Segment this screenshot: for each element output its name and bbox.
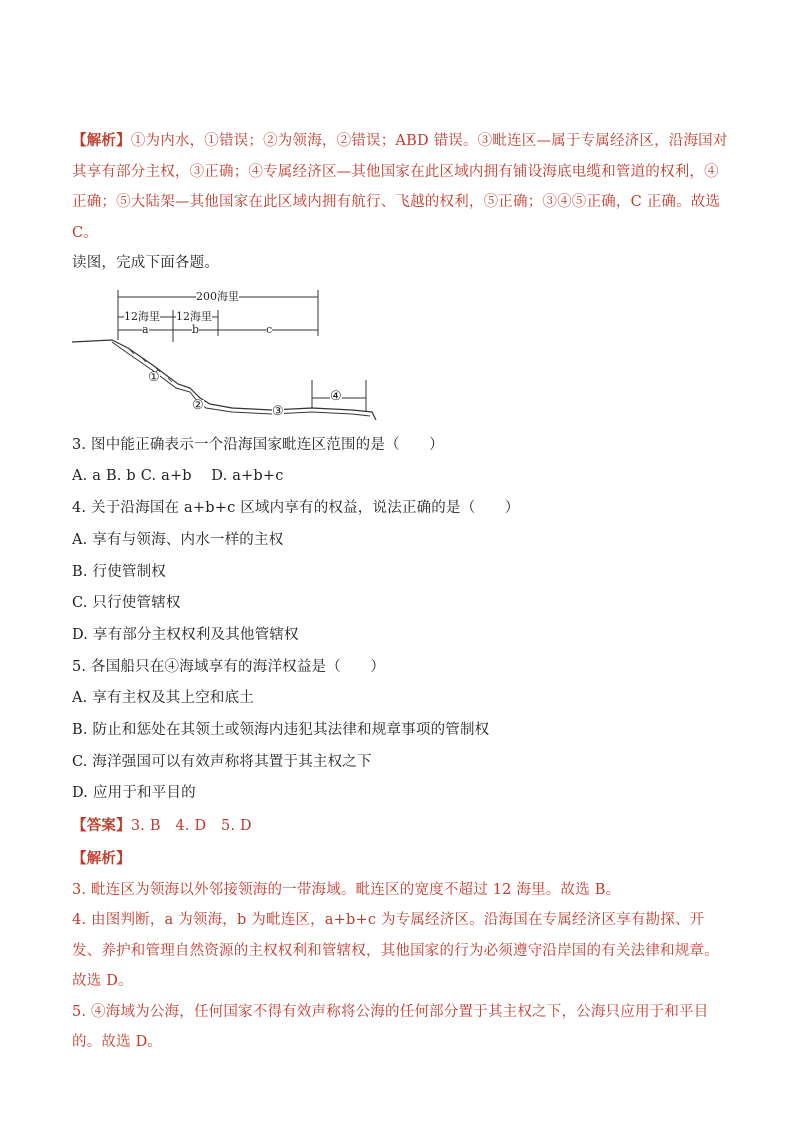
- question-4-option-b: B. 行使管制权: [72, 563, 166, 580]
- diagram-lines: [72, 284, 392, 426]
- label-c: c: [266, 322, 273, 336]
- intro-text: 读图，完成下面各题。: [72, 255, 219, 271]
- marker-3: ③: [272, 403, 284, 419]
- label-200-nautical-miles: 200海里: [196, 289, 239, 303]
- analysis-paragraph-1: [72, 126, 732, 248]
- document-page: [72, 126, 732, 1058]
- analysis-2-item-4: 4. 由图判断，a 为领海，b 为毗连区，a+b+c 为专属经济区。沿海国在专属经济区享有勘探、开发、养护和管理自然资源的主权权利和管辖权，其他国家的行为必须遵守沿岸国的有关法律和规章。故选 D。: [72, 912, 719, 990]
- question-5-option-c: C. 海洋强国可以有效声称将其置于其主权之下: [72, 753, 372, 770]
- analysis-2-item-5: 5. ④海域为公海，任何国家不得有效声称将公海的任何部分置于其主权之下，公海只应用于和平目的。故选 D。: [72, 1003, 709, 1051]
- question-5-option-d: D. 应用于和平目的: [72, 785, 196, 802]
- answer-text: 3. B 4. D 5. D: [130, 818, 252, 835]
- analysis-tag: 【解析】: [72, 132, 131, 149]
- marker-2: ②: [192, 397, 204, 413]
- analysis-2-tag: 【解析】: [72, 849, 131, 867]
- marker-1: ①: [148, 369, 160, 385]
- answer-line: [72, 810, 732, 843]
- question-5-option-b: B. 防止和惩处在其领土或领海内违犯其法律和规章事项的管制权: [72, 722, 490, 739]
- analysis-text: ①为内水，①错误；②为领海，②错误；ABD 错误。③毗连区—属于专属经济区，沿海国对其享有部分主权，③正确；④专属经济区—其他国家在此区域内拥有铺设海底电缆和管道的权利，④正确；⑤大陆架—其他国家在此区域内拥有航行、飞越的权利，⑤正确；③④⑤正确，C 正确。故选 C。: [72, 133, 728, 241]
- analysis-2-item-3: 3. 毗连区为领海以外邻接领海的一带海域。毗连区的宽度不超过 12 海里。故选 B。: [72, 881, 621, 898]
- label-12-nautical-miles-contiguous: 12海里: [176, 309, 212, 323]
- question-3-stem: 3. 图中能正确表示一个沿海国家毗连区范围的是（ ）: [72, 436, 444, 453]
- question-4-option-a: A. 享有与领海、内水一样的主权: [72, 531, 284, 548]
- question-4-option-d: D. 享有部分主权权利及其他管辖权: [72, 626, 299, 643]
- marker-4: ④: [330, 388, 342, 404]
- question-5-stem: 5. 各国船只在④海域享有的海洋权益是（ ）: [72, 658, 386, 675]
- question-4-option-c: C. 只行使管辖权: [72, 595, 181, 612]
- label-b: b: [192, 322, 200, 336]
- label-12-nautical-miles-territorial: 12海里: [124, 309, 160, 323]
- maritime-zone-diagram: [72, 284, 392, 426]
- question-5-option-a: A. 享有主权及其上空和底土: [72, 690, 254, 707]
- label-a: a: [142, 322, 149, 336]
- answer-tag: 【答案】: [72, 817, 131, 835]
- question-3-options: A. a B. b C. a+b D. a+b+c: [72, 468, 284, 485]
- question-4-stem: 4. 关于沿海国在 a+b+c 区域内享有的权益，说法正确的是（ ）: [72, 500, 520, 517]
